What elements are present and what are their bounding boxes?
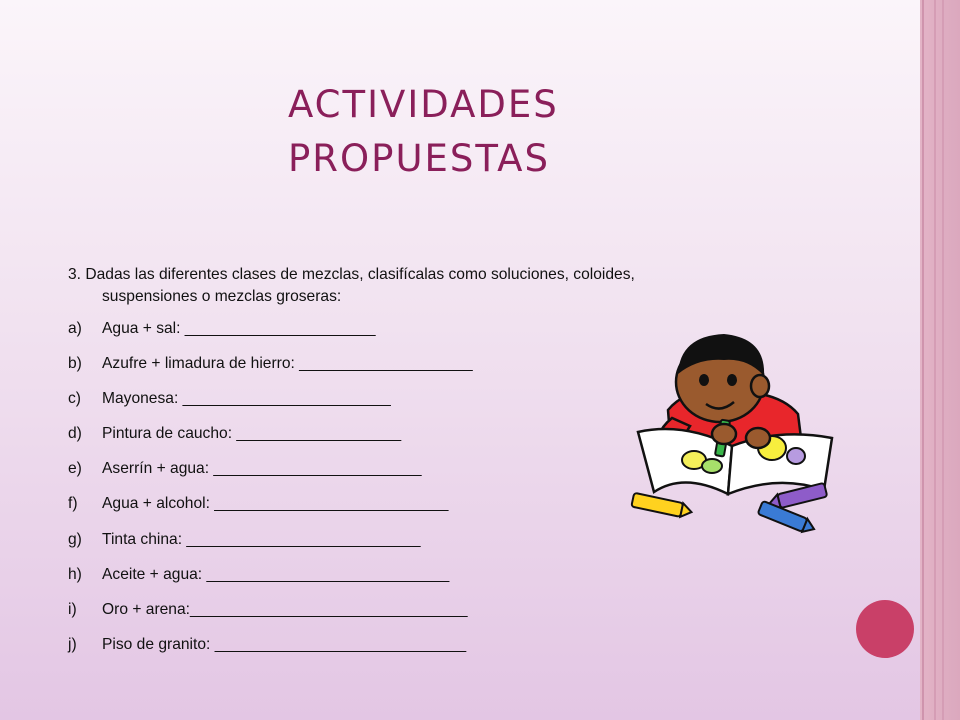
list-item (68, 355, 473, 390)
list-item-text: Tinta china: ___________________________ (102, 530, 421, 548)
title-line: ACTIVIDADES (288, 83, 559, 126)
list-marker: d) (68, 425, 82, 443)
list-item (68, 320, 473, 355)
list-item (68, 460, 473, 495)
list-item (68, 636, 473, 671)
list-marker: c) (68, 390, 81, 408)
edge-stripe (942, 0, 944, 720)
exercise-list (68, 320, 473, 671)
accent-circle (856, 600, 914, 658)
list-item-text: Oro + arena:________________________________ (102, 600, 468, 618)
list-item-text: Agua + sal: ______________________ (102, 320, 376, 337)
list-marker: j) (68, 635, 77, 653)
list-item (68, 425, 473, 460)
list-item-text: Agua + alcohol: ___________________________ (102, 495, 449, 513)
edge-stripe (922, 0, 924, 720)
intro-line: suspensiones o mezclas groseras: (102, 288, 342, 305)
title-line: PROPUESTAS (288, 137, 550, 180)
list-item (68, 531, 473, 566)
list-item-text: Pintura de caucho: ___________________ (102, 425, 402, 443)
edge-stripe (934, 0, 936, 720)
list-item (68, 566, 473, 601)
list-item-text: Piso de granito: _____________________________ (102, 635, 467, 653)
list-marker: i) (68, 600, 77, 618)
list-marker: a) (68, 320, 82, 337)
list-item (68, 390, 473, 425)
list-marker: b) (68, 355, 82, 373)
right-edge-band (920, 0, 960, 720)
list-item (68, 495, 473, 530)
question-intro (68, 264, 694, 308)
intro-line: 3. Dadas las diferentes clases de mezclas, clasifícalas como soluciones, coloides, (68, 266, 635, 283)
list-item (68, 601, 473, 636)
slide-title (288, 78, 628, 186)
child-drawing-with-crayons-clipart (628, 322, 842, 534)
list-item-text: Azufre + limadura de hierro: ____________________ (102, 355, 473, 373)
list-item-text: Mayonesa: ________________________ (102, 390, 391, 408)
list-marker: e) (68, 460, 82, 478)
list-marker: h) (68, 565, 82, 583)
list-item-text: Aceite + agua: ____________________________ (102, 565, 450, 583)
list-marker: g) (68, 530, 82, 548)
list-item-text: Aserrín + agua: ________________________ (102, 460, 422, 478)
list-marker: f) (68, 495, 78, 513)
